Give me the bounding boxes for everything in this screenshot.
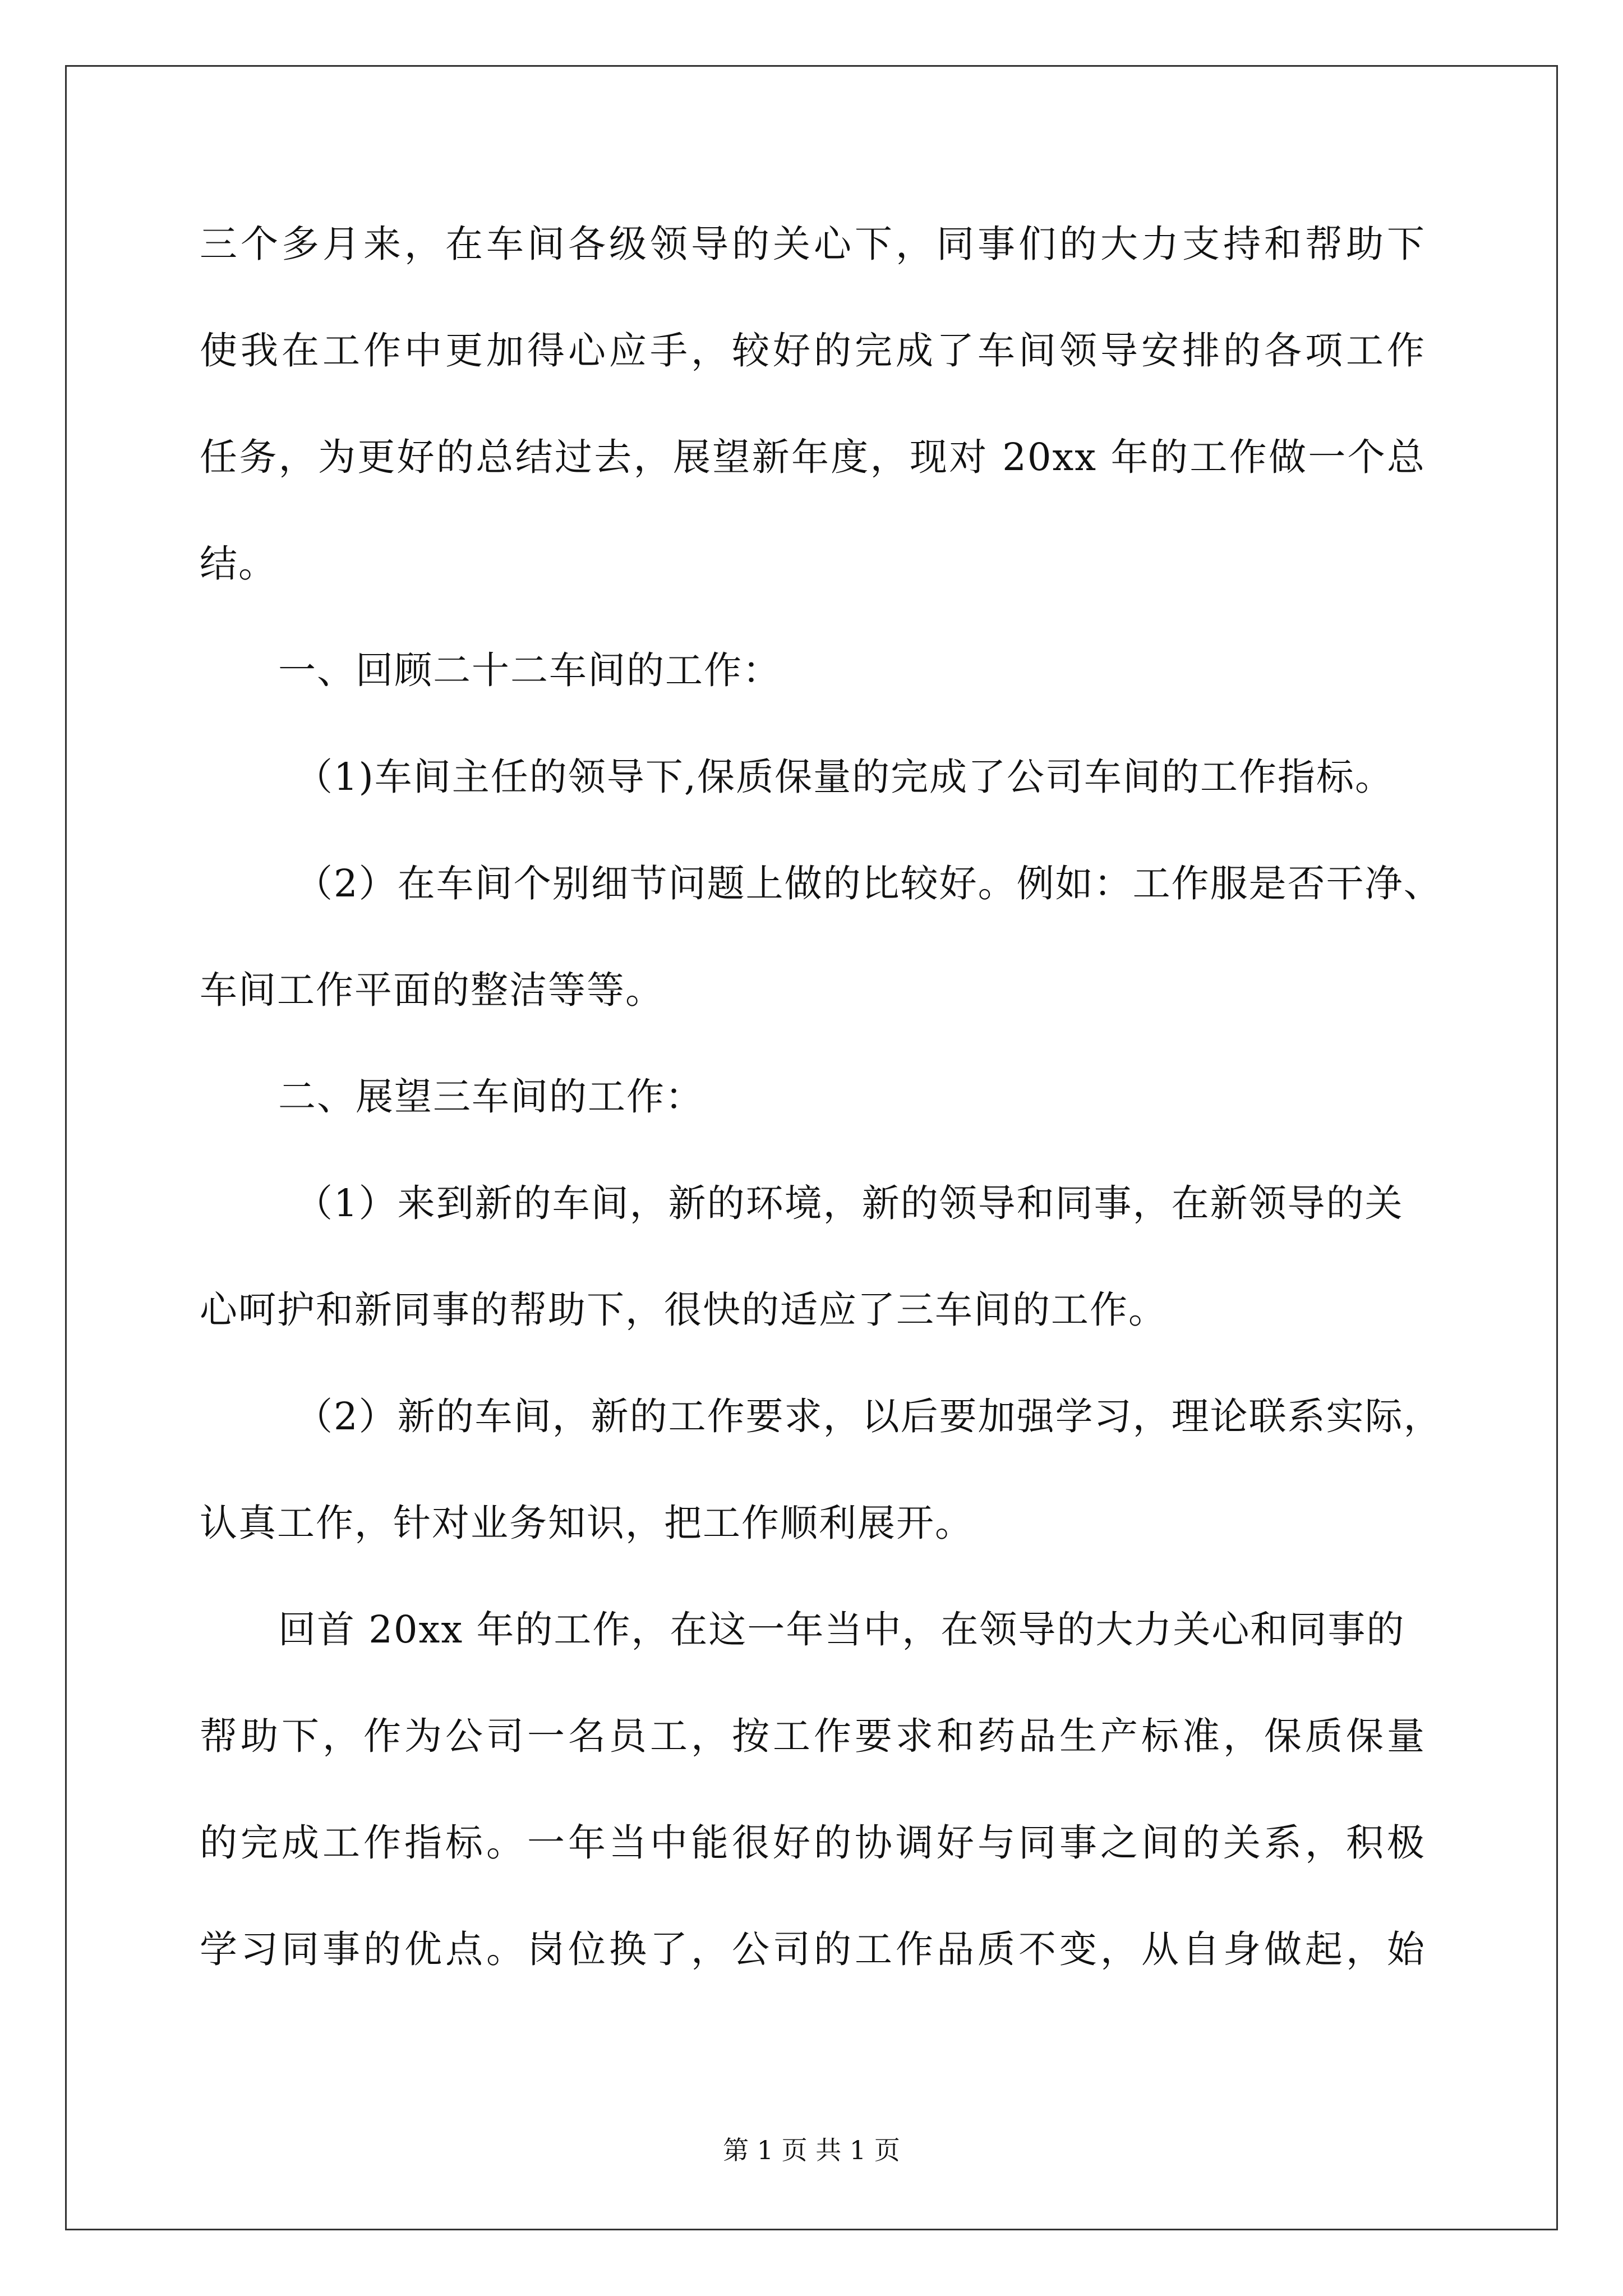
page-footer: 第 1 页 共 1 页	[723, 2135, 900, 2165]
document-line: 认真工作，针对业务知识，把工作顺利展开。	[200, 1501, 974, 1545]
document-line: 的完成工作指标。一年当中能很好的协调好与同事之间的关系，积极	[200, 1821, 1426, 1865]
document-line: 帮助下，作为公司一名员工，按工作要求和药品生产标准，保质保量	[200, 1714, 1426, 1758]
document-line: 三个多月来，在车间各级领导的关心下，同事们的大力支持和帮助下	[200, 222, 1426, 266]
page-border	[65, 65, 1558, 2230]
document-line: 心呵护和新同事的帮助下，很快的适应了三车间的工作。	[200, 1288, 1167, 1332]
document-line: 车间工作平面的整洁等等。	[200, 968, 664, 1012]
document-line: 回首 20xx 年的工作，在这一年当中，在领导的大力关心和同事的	[278, 1608, 1405, 1651]
document-line: （1)车间主任的领导下,保质保量的完成了公司车间的工作指标。	[295, 755, 1394, 799]
document-line: （2）在车间个别细节问题上做的比较好。例如：工作服是否干净、	[295, 862, 1442, 905]
document-line: （1）来到新的车间，新的环境，新的领导和同事，在新领导的关	[295, 1181, 1404, 1225]
document-line: 任务，为更好的总结过去，展望新年度，现对 20xx 年的工作做一个总	[200, 435, 1426, 479]
document-line: 使我在工作中更加得心应手，较好的完成了车间领导安排的各项工作	[200, 329, 1426, 372]
document-line: 学习同事的优点。岗位换了，公司的工作品质不变，从自身做起，始	[200, 1927, 1426, 1971]
document-line: 二、展望三车间的工作：	[278, 1075, 704, 1119]
document-line: （2）新的车间，新的工作要求，以后要加强学习，理论联系实际，	[295, 1395, 1442, 1438]
document-line: 结。	[200, 542, 277, 586]
document-line: 一、回顾二十二车间的工作：	[278, 648, 781, 692]
